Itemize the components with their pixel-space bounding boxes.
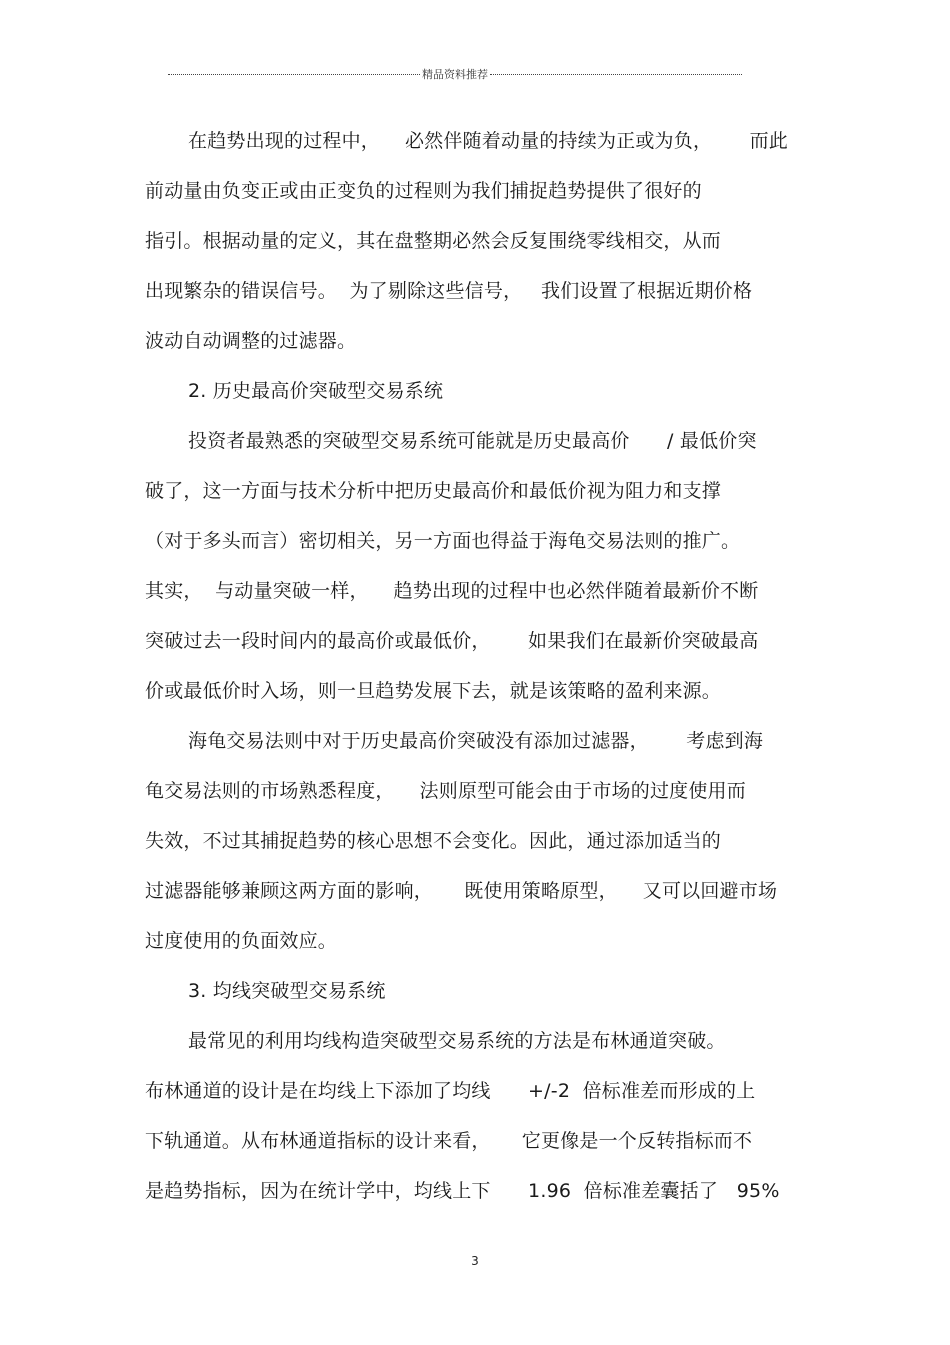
text-line: 突破过去一段时间内的最高价或最低价， 如果我们在最新价突破最高 — [145, 630, 759, 652]
text-line: 海龟交易法则中对于历史最高价突破没有添加过滤器， 考虑到海 — [188, 730, 764, 752]
section-heading: 3. 均线突破型交易系统 — [188, 980, 386, 1002]
text-line: 是趋势指标，因为在统计学中，均线上下 1.96 倍标准差囊括了 95% — [145, 1180, 780, 1202]
header-dotted-rule-right — [490, 74, 742, 75]
text-line: 其实， 与动量突破一样， 趋势出现的过程中也必然伴随着最新价不断 — [145, 580, 759, 602]
text-line: 前动量由负变正或由正变负的过程则为我们捕捉趋势提供了很好的 — [145, 180, 702, 202]
text-line: 破了，这一方面与技术分析中把历史最高价和最低价视为阻力和支撑 — [145, 480, 722, 502]
header-text: 精品资料推荐 — [422, 68, 488, 81]
text-line: 价或最低价时入场，则一旦趋势发展下去，就是该策略的盈利来源。 — [145, 680, 722, 702]
text-line: 布林通道的设计是在均线上下添加了均线 +/-2 倍标准差而形成的上 — [145, 1080, 756, 1102]
text-line: 下轨通道。从布林通道指标的设计来看， 它更像是一个反转指标而不 — [145, 1130, 753, 1152]
page-number: 3 — [471, 1254, 479, 1268]
text-line: 在趋势出现的过程中， 必然伴随着动量的持续为正或为负， 而此 — [188, 130, 788, 152]
text-line: 波动自动调整的过滤器。 — [145, 330, 357, 352]
text-line: 投资者最熟悉的突破型交易系统可能就是历史最高价 / 最低价突 — [188, 430, 757, 452]
header-dotted-rule-left — [168, 74, 420, 75]
text-line: 过度使用的负面效应。 — [145, 930, 338, 952]
text-line: 失效，不过其捕捉趋势的核心思想不会变化。因此，通过添加适当的 — [145, 830, 722, 852]
text-line: （对于多头而言）密切相关，另一方面也得益于海龟交易法则的推广。 — [145, 530, 741, 552]
text-line: 最常见的利用均线构造突破型交易系统的方法是布林通道突破。 — [188, 1030, 726, 1052]
text-line: 龟交易法则的市场熟悉程度， 法则原型可能会由于市场的过度使用而 — [145, 780, 746, 802]
text-line: 出现繁杂的错误信号。 为了剔除这些信号， 我们设置了根据近期价格 — [145, 280, 753, 302]
text-line: 过滤器能够兼顾这两方面的影响， 既使用策略原型， 又可以回避市场 — [145, 880, 778, 902]
text-line: 指引。根据动量的定义，其在盘整期必然会反复围绕零线相交，从而 — [145, 230, 722, 252]
page-header — [168, 66, 742, 82]
section-heading: 2. 历史最高价突破型交易系统 — [188, 380, 444, 402]
